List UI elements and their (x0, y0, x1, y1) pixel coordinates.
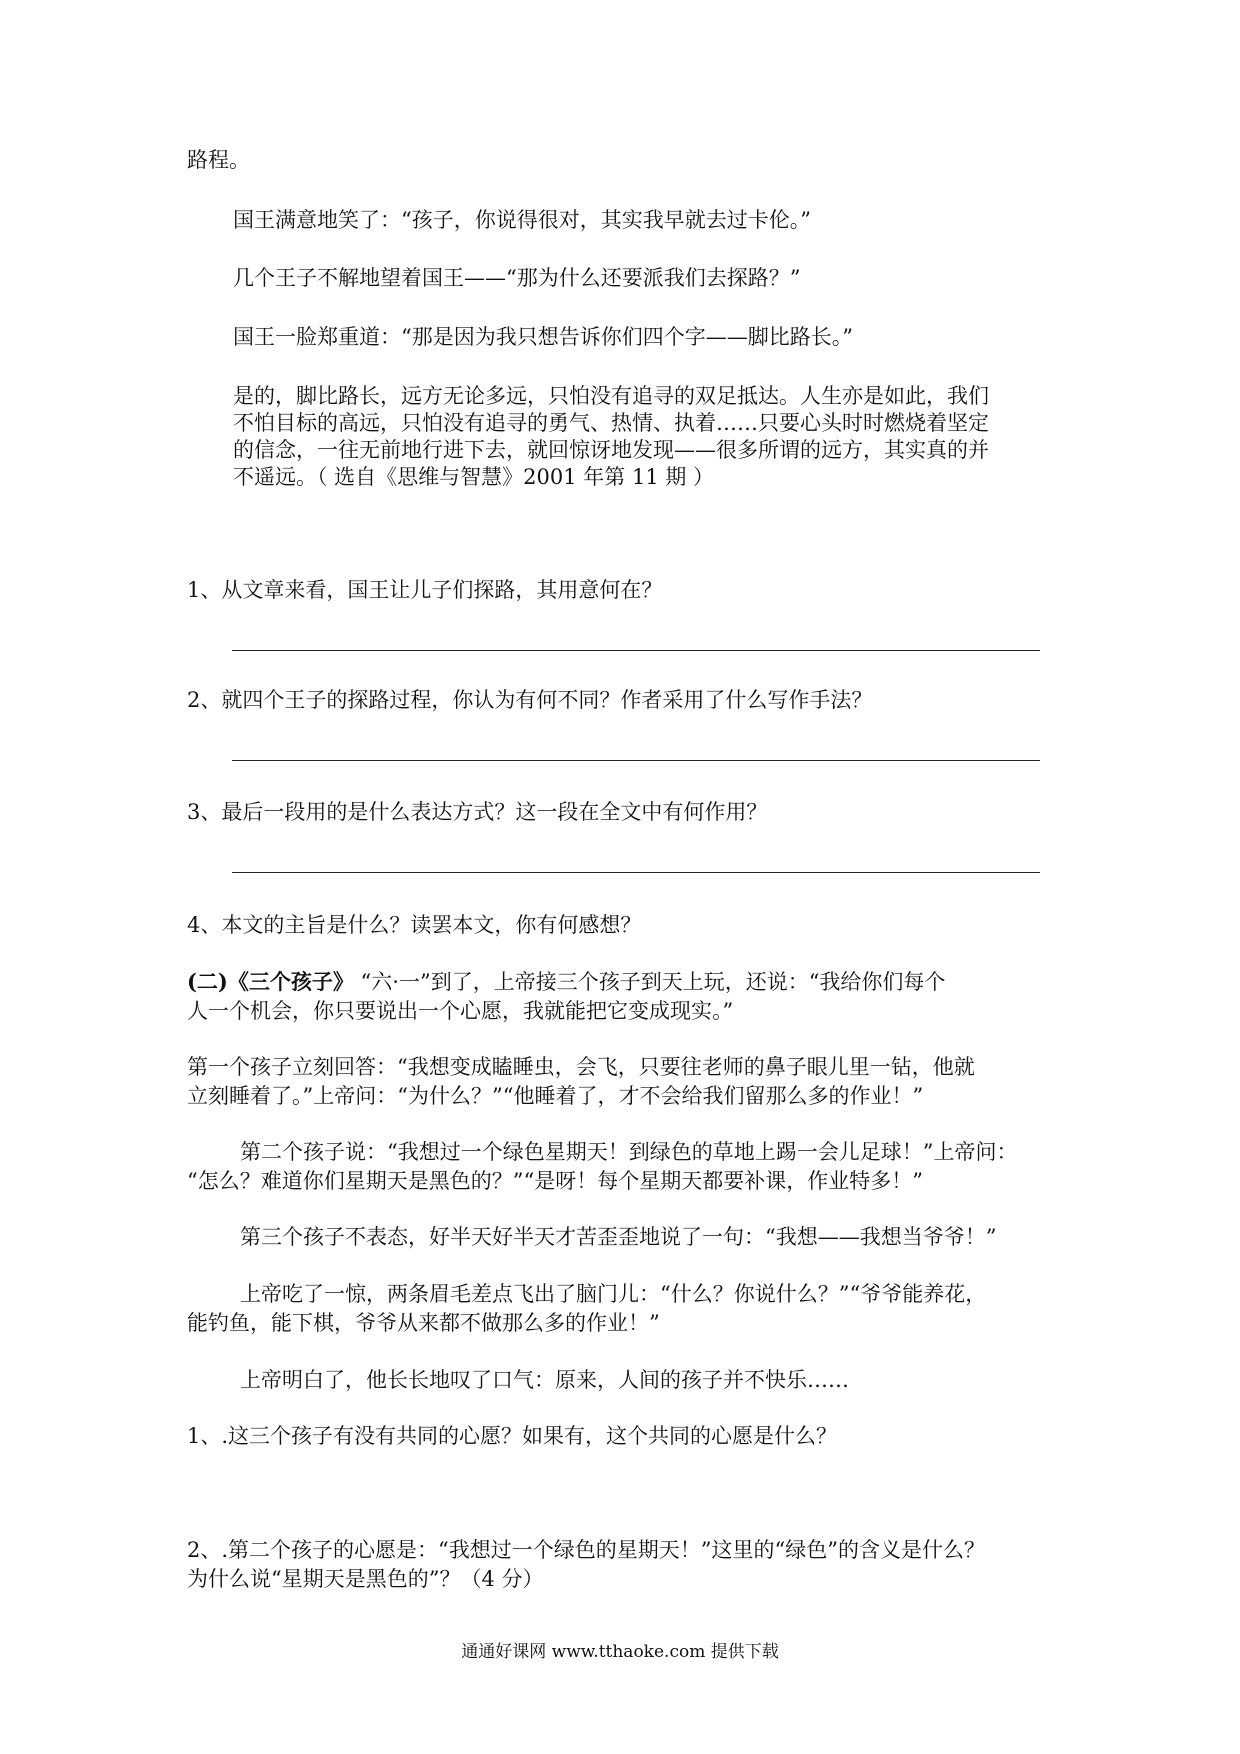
passage-line: 第三个孩子不表态，好半天好半天才苦歪歪地说了一句：“我想——我想当爷爷！” (240, 1225, 997, 1249)
passage-line: 上帝吃了一惊，两条眉毛差点飞出了脑门儿：“什么？你说什么？”“爷爷能养花， (240, 1282, 987, 1306)
question-4: 4、本文的主旨是什么？读罢本文，你有何感想？ (187, 913, 642, 937)
answer-blank-1 (232, 650, 1040, 651)
passage-line: 能钓鱼，能下棋，爷爷从来都不做那么多的作业！” (187, 1311, 660, 1335)
passage-line: 上帝明白了，他长长地叹了口气：原来，人间的孩子并不快乐…… (240, 1368, 849, 1392)
passage-paragraph: 几个王子不解地望着国王——“那为什么还要派我们去探路？” (233, 266, 801, 290)
question-two-1: 1、.这三个孩子有没有共同的心愿？如果有，这个共同的心愿是什么？ (187, 1424, 838, 1448)
passage-line: 不怕目标的高远，只怕没有追寻的勇气、热情、执着……只要心头时时燃烧着坚定 (233, 411, 989, 435)
question-2: 2、就四个王子的探路过程，你认为有何不同？作者采用了什么写作手法？ (187, 688, 873, 712)
passage-line: 路程。 (187, 148, 250, 172)
passage-line: 立刻睡着了。”上帝问：“为什么？”“他睡着了，才不会给我们留那么多的作业！” (187, 1084, 924, 1108)
passage-line: “怎么？难道你们星期天是黑色的？”“是呀！每个星期天都要补课，作业特多！” (187, 1169, 923, 1193)
passage-line: 是的，脚比路长，远方无论多远，只怕没有追寻的双足抵达。人生亦是如此，我们 (233, 384, 989, 408)
passage-line: 不遥远。（ 选自《思维与智慧》2001 年第 11 期 ） (233, 465, 715, 489)
answer-blank-3 (232, 872, 1040, 873)
question-1: 1、从文章来看，国王让儿子们探路，其用意何在？ (187, 578, 663, 602)
page-footer: 通通好课网 www.tthaoke.com 提供下载 (461, 1642, 779, 1662)
passage-text: “六·一”到了，上帝接三个孩子到天上玩，还说：“我给你们每个 (353, 970, 946, 994)
answer-blank-2 (232, 760, 1040, 761)
question-3: 3、最后一段用的是什么表达方式？这一段在全文中有何作用？ (187, 800, 768, 824)
passage-line: 第二个孩子说：“我想过一个绿色星期天！到绿色的草地上踢一会儿足球！”上帝问： (240, 1140, 1018, 1164)
question-two-2-cont: 为什么说“星期天是黑色的”？（4 分） (187, 1567, 544, 1591)
passage-line: 人一个机会，你只要说出一个心愿，我就能把它变成现实。” (187, 999, 734, 1023)
section-two-title: (二)《三个孩子》 (187, 969, 354, 994)
question-two-2: 2、.第二个孩子的心愿是：“我想过一个绿色的星期天！”这里的“绿色”的含义是什么？ (187, 1538, 985, 1562)
passage-paragraph: 国王一脸郑重道：“那是因为我只想告诉你们四个字——脚比路长。” (233, 325, 853, 349)
section-two-first-line (187, 967, 945, 997)
passage-line: 第一个孩子立刻回答：“我想变成瞌睡虫，会飞，只要往老师的鼻子眼儿里一钻，他就 (187, 1055, 975, 1079)
passage-line: 的信念，一往无前地行进下去，就回惊讶地发现——很多所谓的远方，其实真的并 (233, 438, 989, 462)
passage-paragraph: 国王满意地笑了：“孩子，你说得很对，其实我早就去过卡伦。” (233, 208, 811, 232)
